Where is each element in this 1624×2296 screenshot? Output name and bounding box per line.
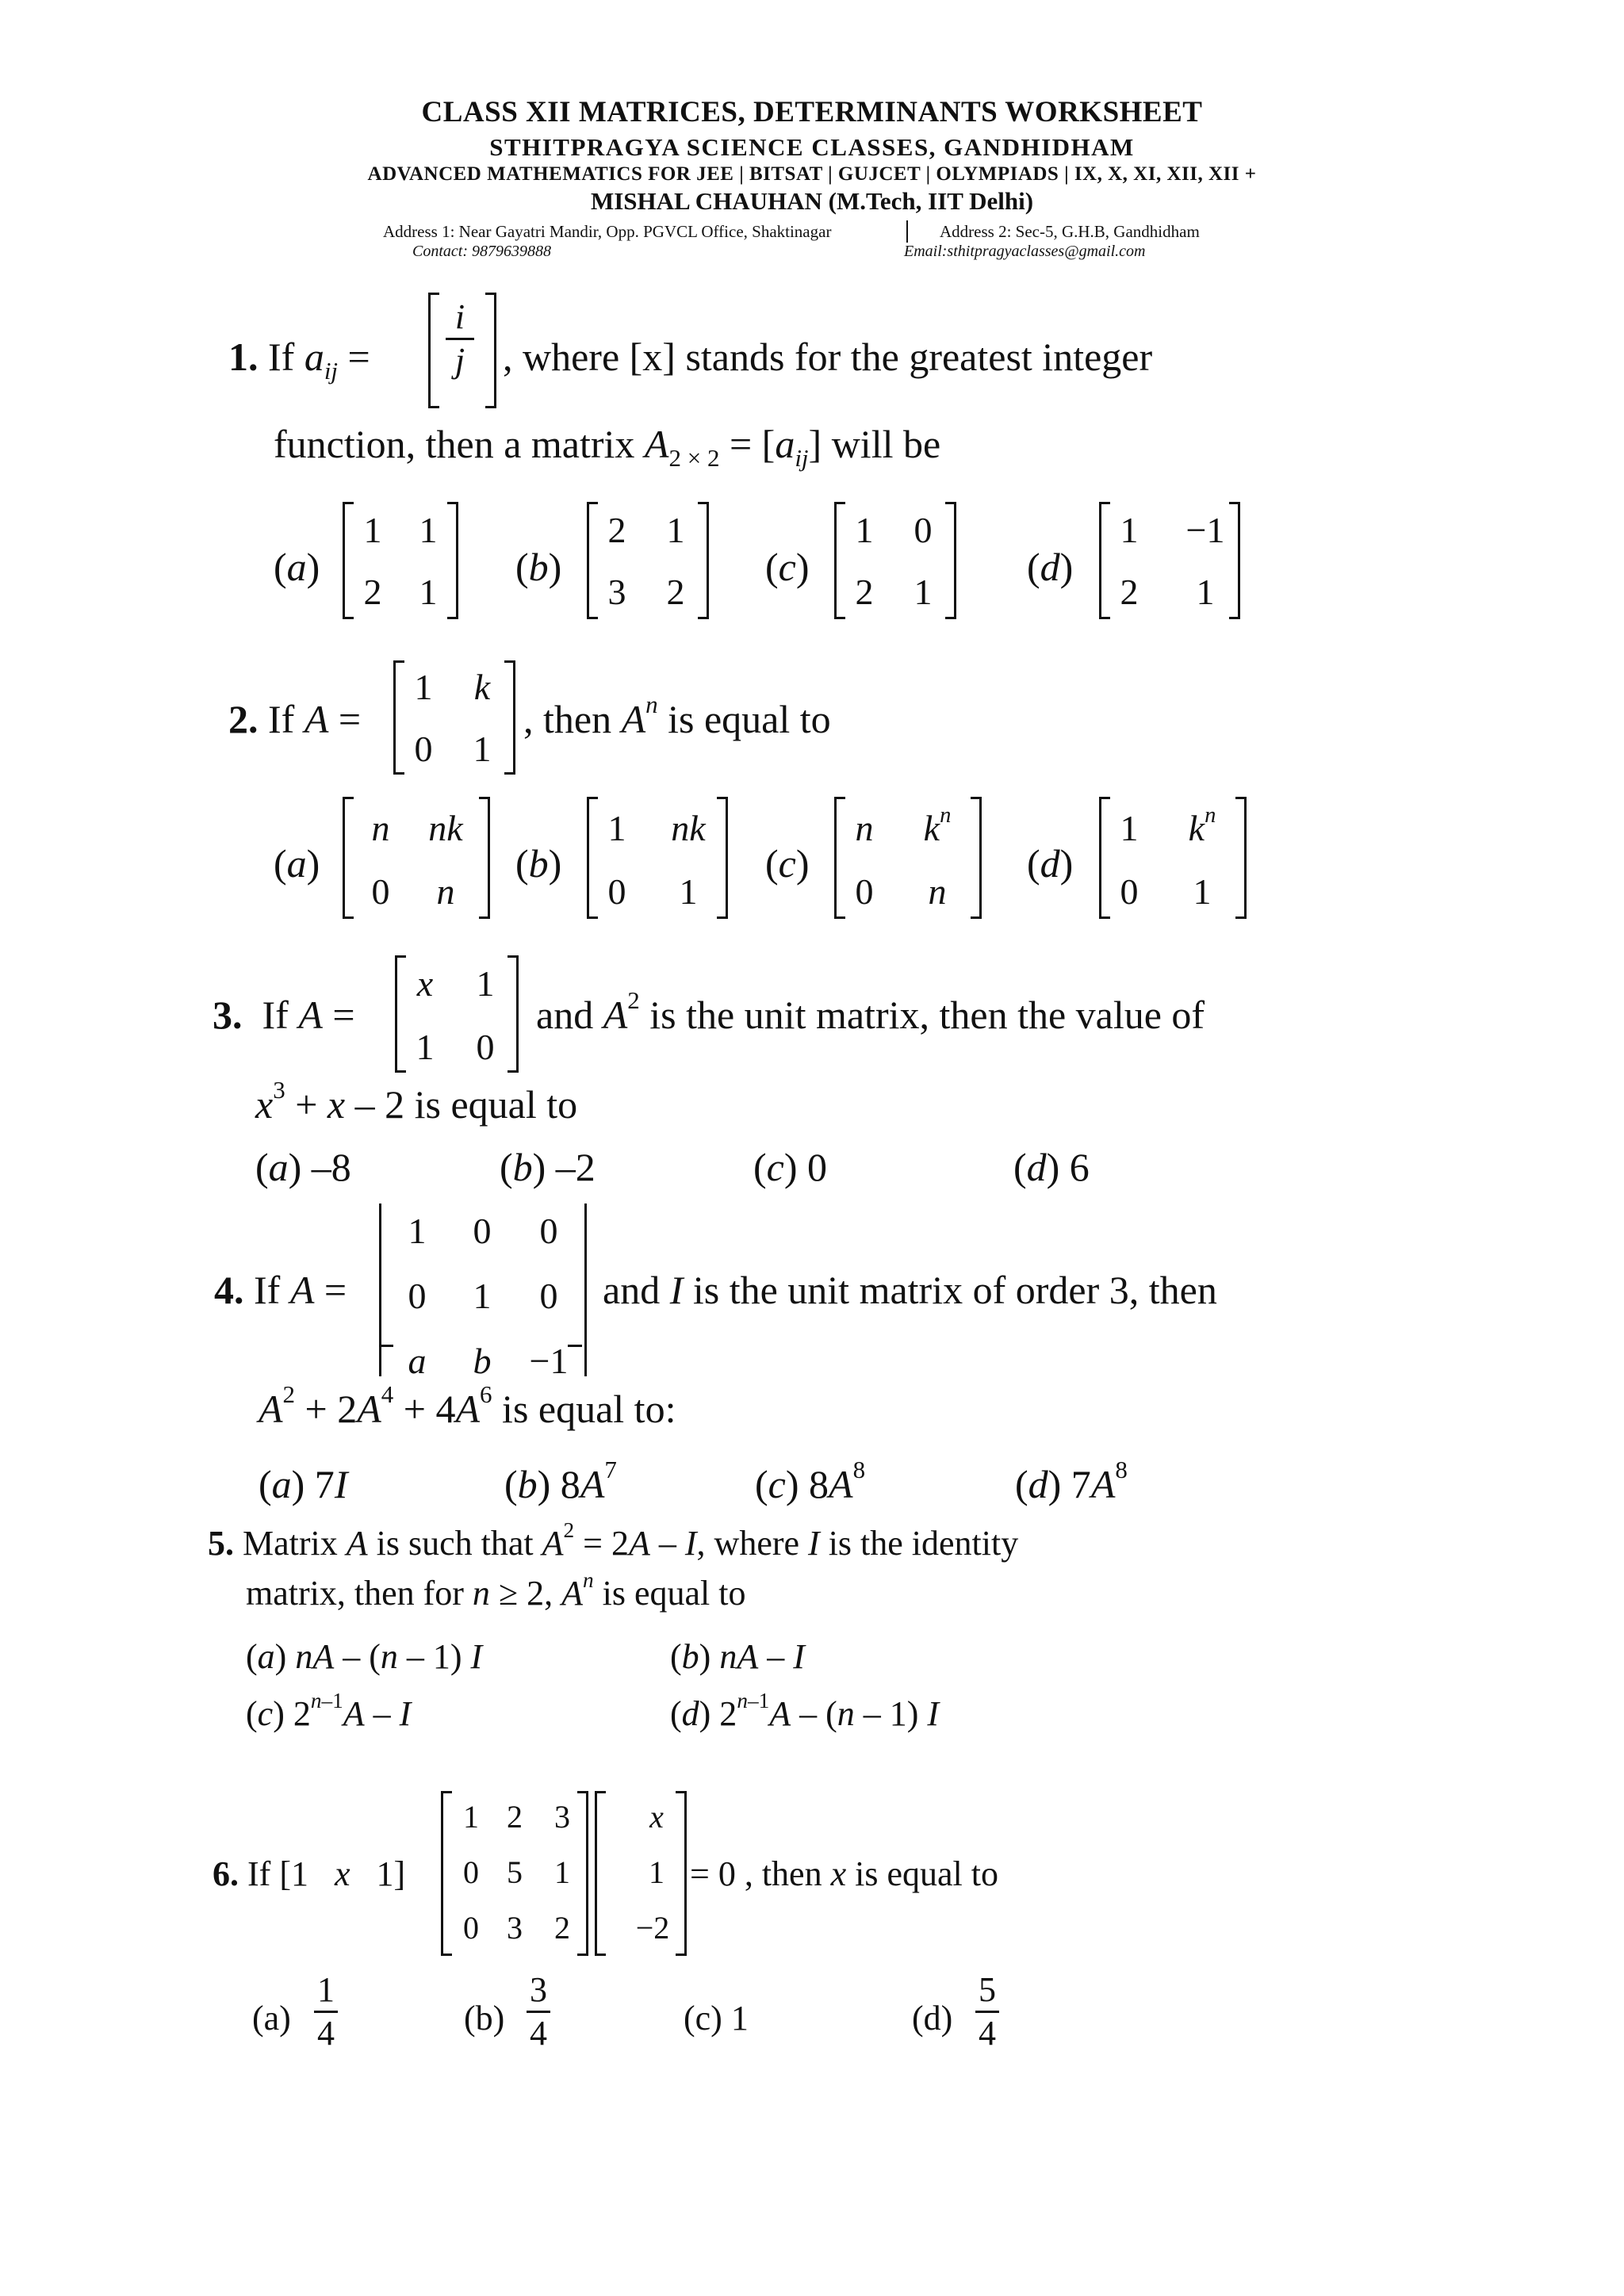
worksheet-page: CLASS XII MATRICES, DETERMINANTS WORKSHEET STHITPRAGYA SCIENCE CLASSES, GANDHIDHAM ADVANCED MATHEMATICS FOR JEE | BITSAT | GUJCET | OLYMPIADS | IX, X, XI, XII, XII + MISHAL CHAUHAN (M.Tech, IIT Delhi) Address 1: Near Gayatri Mandir, Opp. PGVCL Office, Shaktinagar Address 2: Sec-5, G.H.B, Gandhidham Contact: 9879639888 Email:sthitpragyaclasses@gmail.com 1. If $a_{ij}$ = i j , where [x] stands for the greatest integer function, then a matrix $A_{2 \times 2} = [a_{ij}]$ will be (a) 1 1 2 1 (b) 2 1 3 2 (c) 1 0 2 1 (d) 1 −1 2 1 2. If A = 1 k 0 1 , then $A^n$ is equal to (a) n nk 0 n (b) 1 nk 0 1 (c) n $k^n$ 0 n (d) 1 $k^n$ 0 1 3. If A = x 1 1 0 and $A^2$ is the unit matrix, then the value of $x^3 + x - 2$ is equal to (a) –8 (b) –2 (c) 0 (d) 6 4. If A = 1 0 0 0 1 0 a b −1 and I is the unit matrix of order 3, then $A^2 + 2A^4 + 4A^6$ is equal to: (a) 7I (b) $8A^7$ (c) $8A^8$ (d) $7A^8$ 5. Matrix A is such that $A^2 = 2A - I$, where I is the identity matrix, then for n ≥ 2, $A^n$ is equal to (a) nA – (n – 1) I (b) nA – I (c) 2$^{n-1}$A – I (d) 2$^{n-1}$A – (n – 1) I 6. If [1 x 1] 1 2 3 0 5 1 0 3 2 x 1 −2 = 0 , then x is equal to (a) 1 4 (b) 3 4 (c) 1 (d) 5 4 [0,0,1624,2296]
option-c[interactable]: (c) 0 [753,1145,828,1189]
option-c[interactable]: (c) [765,545,810,589]
matrix-option-c: 1 0 2 1 [834,504,956,617]
question-number: 6. [213,1854,239,1893]
fraction-1-4: 1 4 [314,1973,338,2051]
teacher-name: MISHAL CHAUHAN (M.Tech, IIT Delhi) [590,187,1034,215]
fraction-i-over-j: i j [446,300,474,378]
option-d[interactable]: (d) 2$^{n-1}$A – (n – 1) I [670,1689,940,1733]
question-text: , where [x] stands for the greatest integer [503,335,1153,379]
address-2: Address 2: Sec-5, G.H.B, Gandhidham [940,222,1200,241]
question-number: 1. [228,335,259,379]
option-a[interactable]: (a) –8 [255,1145,351,1189]
option-a[interactable]: (a) [252,1999,291,2038]
question-number: 4. [214,1268,244,1312]
matrix-a: 1 0 0 0 1 0 a b −1 [379,1203,587,1376]
email-address: Email:sthitpragyaclasses@gmail.com [904,243,1146,260]
option-a[interactable]: (a) nA – (n – 1) I [246,1637,483,1676]
matrix-option-b: 2 1 3 2 [587,504,709,617]
matrix-option-a: 1 1 2 1 [343,504,458,617]
option-d[interactable]: (d) [912,1999,953,2038]
option-b[interactable]: (b) [515,545,562,589]
institute-name: STHITPRAGYA SCIENCE CLASSES, GANDHIDHAM [489,133,1135,161]
option-b[interactable]: (b) $8A^7$ [504,1456,617,1506]
option-b[interactable]: (b) [515,841,562,886]
option-d[interactable]: (d) 6 [1013,1145,1090,1189]
matrix-option-a: n nk 0 n [343,799,490,916]
option-b[interactable]: (b) –2 [500,1145,596,1189]
contact-number: Contact: 9879639888 [412,243,551,260]
option-d[interactable]: (d) [1027,545,1074,589]
fraction-5-4: 5 4 [975,1973,999,2051]
option-d[interactable]: (d) [1027,841,1074,886]
option-d[interactable]: (d) $7A^8$ [1015,1456,1128,1506]
address-separator [906,220,908,243]
matrix-3x3: 1 2 3 0 5 1 0 3 2 [441,1793,588,1954]
address-1: Address 1: Near Gayatri Mandir, Opp. PGVCL Office, Shaktinagar [383,222,832,241]
option-b[interactable]: (b) nA – I [670,1637,805,1676]
fraction-3-4: 3 4 [527,1973,550,2051]
matrix-a: x 1 1 0 [395,958,519,1070]
question-number: 3. [213,993,243,1037]
matrix-option-d: 1 $k^n$ 0 1 [1099,799,1247,916]
option-a[interactable]: (a) [274,841,320,886]
question-number: 2. [228,697,259,741]
column-vector: x 1 −2 [595,1793,687,1954]
worksheet-title: CLASS XII MATRICES, DETERMINANTS WORKSHEET [421,96,1203,128]
courses-line: ADVANCED MATHEMATICS FOR JEE | BITSAT | GUJCET | OLYMPIADS | IX, X, XI, XII, XII + [367,163,1257,185]
matrix-a: 1 k 0 1 [393,663,515,772]
option-c[interactable]: (c) 2$^{n-1}$A – I [246,1689,412,1733]
question-number: 5. [208,1524,234,1563]
matrix-option-d: 1 −1 2 1 [1099,504,1240,617]
matrix-option-b: 1 nk 0 1 [587,799,728,916]
option-c[interactable]: (c) $8A^8$ [755,1456,866,1506]
option-c[interactable]: (c) 1 [684,1999,749,2038]
option-b[interactable]: (b) [464,1999,505,2038]
matrix-option-c: n $k^n$ 0 n [834,799,982,916]
option-c[interactable]: (c) [765,841,810,886]
option-a[interactable]: (a) [274,545,320,589]
option-a[interactable]: (a) 7I [259,1462,348,1506]
